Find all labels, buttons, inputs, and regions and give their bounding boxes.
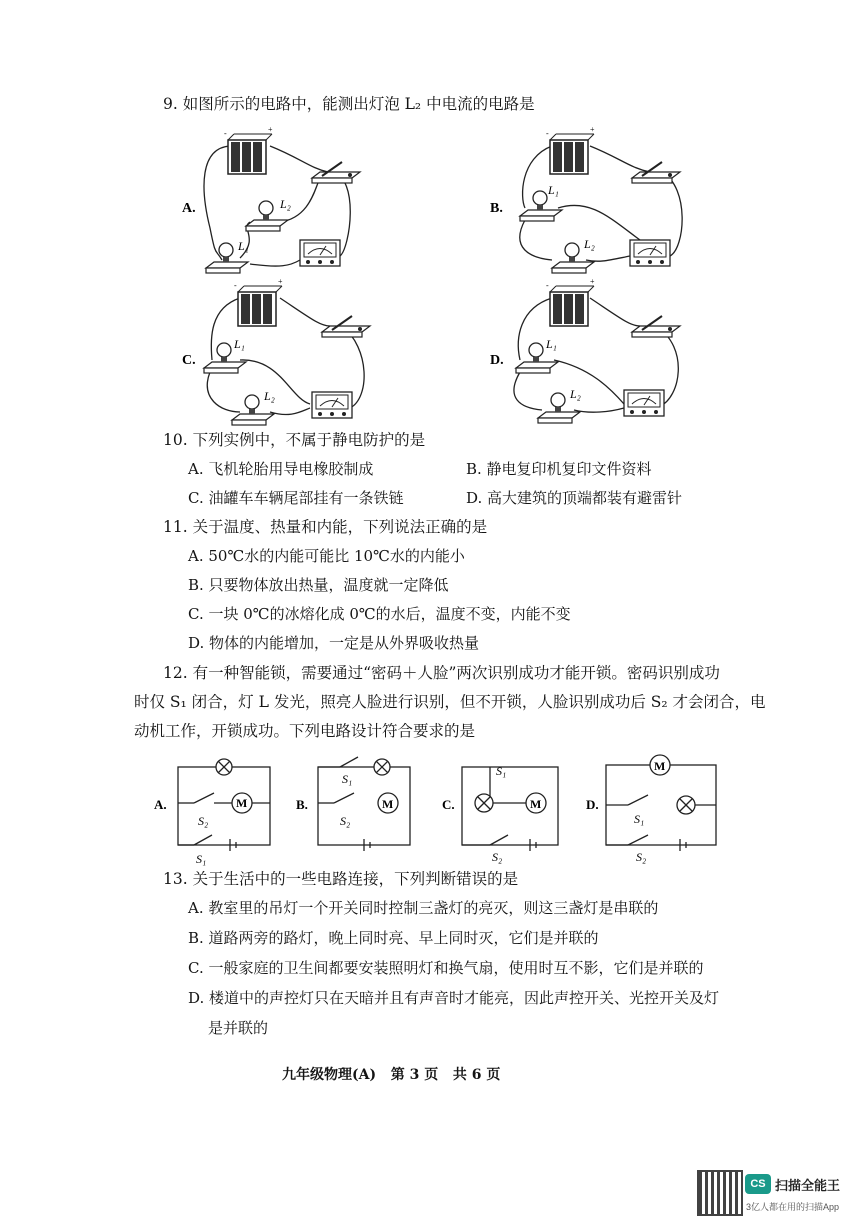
q9-c-l2: L₂ [264, 389, 275, 403]
q9-circuit-figures: - + A. L₂ L₁ B. L₁ L₂ C. L₁ L₂ D. L₁ L₂ [170, 128, 730, 428]
q12-a-s1: S₁ [196, 852, 207, 866]
q12-circuit-b[interactable] [318, 757, 410, 851]
q9-circuit-d[interactable] [514, 277, 680, 423]
q12-a-motor: M [236, 796, 248, 810]
q12-stem-line2: 时仅 S₁ 闭合，灯 L 发光，照亮人脸进行识别，但不开锁，人脸识别成功后 S₂ 才会闭合，电 [134, 693, 766, 711]
q9-a-l2: L₂ [280, 197, 291, 211]
q13-option-c[interactable]: C. 一般家庭的卫生间都要安装照明灯和换气扇，使用时互不影，它们是并联的 [188, 959, 704, 977]
q13-option-a[interactable]: A. 教室里的吊灯一个开关同时控制三盏灯的亮灭，则这三盏灯是串联的 [188, 899, 659, 917]
q10-stem: 10. 下列实例中，不属于静电防护的是 [163, 431, 426, 449]
q12-d-s1: S₁ [634, 812, 645, 826]
q12-stem-line1: 12. 有一种智能锁，需要通过“密码＋人脸”两次识别成功才能开锁。密码识别成功 [163, 664, 720, 682]
q10-option-b[interactable]: B. 静电复印机复印文件资料 [466, 460, 652, 478]
q12-d-s2: S₂ [636, 850, 647, 864]
q9-a-l1: L₁ [238, 239, 249, 253]
q9-b-l2: L₂ [584, 237, 595, 251]
q13-option-b[interactable]: B. 道路两旁的路灯，晚上同时亮、早上同时灭，它们是并联的 [188, 929, 599, 947]
q12-c-s2: S₂ [492, 850, 503, 864]
q9-option-d-label: D. [490, 353, 504, 368]
q9-c-l1: L₁ [234, 337, 245, 351]
q9-option-b-label: B. [490, 201, 503, 216]
q12-b-s2: S₂ [340, 814, 351, 828]
q9-option-a-label: A. [182, 201, 196, 216]
page-footer: 九年级物理(A) 第 3 页 共 6 页 [282, 1067, 501, 1083]
q12-circuit-figures [150, 755, 730, 865]
scanner-name: 扫描全能王 [775, 1178, 841, 1193]
q9-circuit-b[interactable] [520, 125, 682, 273]
q9-d-l2: L₂ [570, 387, 581, 401]
q9-b-l1: L₁ [548, 183, 559, 197]
q12-option-c-label: C. [442, 797, 455, 812]
q9-option-c-label: C. [182, 353, 196, 368]
q13-option-d[interactable]: D. 楼道中的声控灯只在天暗并且有声音时才能亮，因此声控开关、光控开关及灯 [188, 989, 720, 1007]
q12-option-b-label: B. [296, 797, 308, 812]
q13-option-d-cont: 是并联的 [208, 1019, 269, 1037]
q12-c-motor: M [530, 797, 542, 811]
q11-stem: 11. 关于温度、热量和内能，下列说法正确的是 [163, 518, 488, 536]
q10-option-c[interactable]: C. 油罐车车辆尾部挂有一条铁链 [188, 489, 404, 507]
q9-circuit-c[interactable] [204, 277, 370, 425]
q11-option-b[interactable]: B. 只要物体放出热量，温度就一定降低 [188, 576, 449, 594]
q11-option-a[interactable]: A. 50℃水的内能可能比 10℃水的内能小 [188, 547, 465, 565]
q9-stem: 9. 如图所示的电路中，能测出灯泡 L₂ 中电流的电路是 [163, 95, 535, 113]
q10-option-d[interactable]: D. 高大建筑的顶端都装有避雷针 [466, 489, 683, 507]
scanner-logo: CS [745, 1174, 771, 1194]
q9-d-l1: L₁ [546, 337, 557, 351]
q12-circuit-a[interactable] [178, 759, 270, 851]
q12-b-motor: M [382, 797, 394, 811]
q12-circuit-c[interactable] [462, 767, 558, 851]
q12-b-s1: S₁ [342, 772, 353, 786]
q12-a-s2: S₂ [198, 814, 209, 828]
qr-code [697, 1170, 743, 1216]
q12-c-s1: S₁ [496, 764, 507, 778]
q9-circuit-a[interactable] [204, 125, 360, 273]
scanner-tagline: 3亿人都在用的扫描App [746, 1202, 840, 1212]
q11-option-c[interactable]: C. 一块 0℃的冰熔化成 0℃的水后，温度不变，内能不变 [188, 605, 571, 623]
q12-d-motor: M [654, 759, 666, 773]
q13-stem: 13. 关于生活中的一些电路连接，下列判断错误的是 [163, 870, 519, 888]
q12-option-d-label: D. [586, 797, 599, 812]
q10-option-a[interactable]: A. 飞机轮胎用导电橡胶制成 [188, 460, 374, 478]
q12-stem-line3: 动机工作，开锁成功。下列电路设计符合要求的是 [134, 722, 476, 740]
q11-option-d[interactable]: D. 物体的内能增加，一定是从外界吸收热量 [188, 634, 480, 652]
q12-option-a-label: A. [154, 797, 167, 812]
